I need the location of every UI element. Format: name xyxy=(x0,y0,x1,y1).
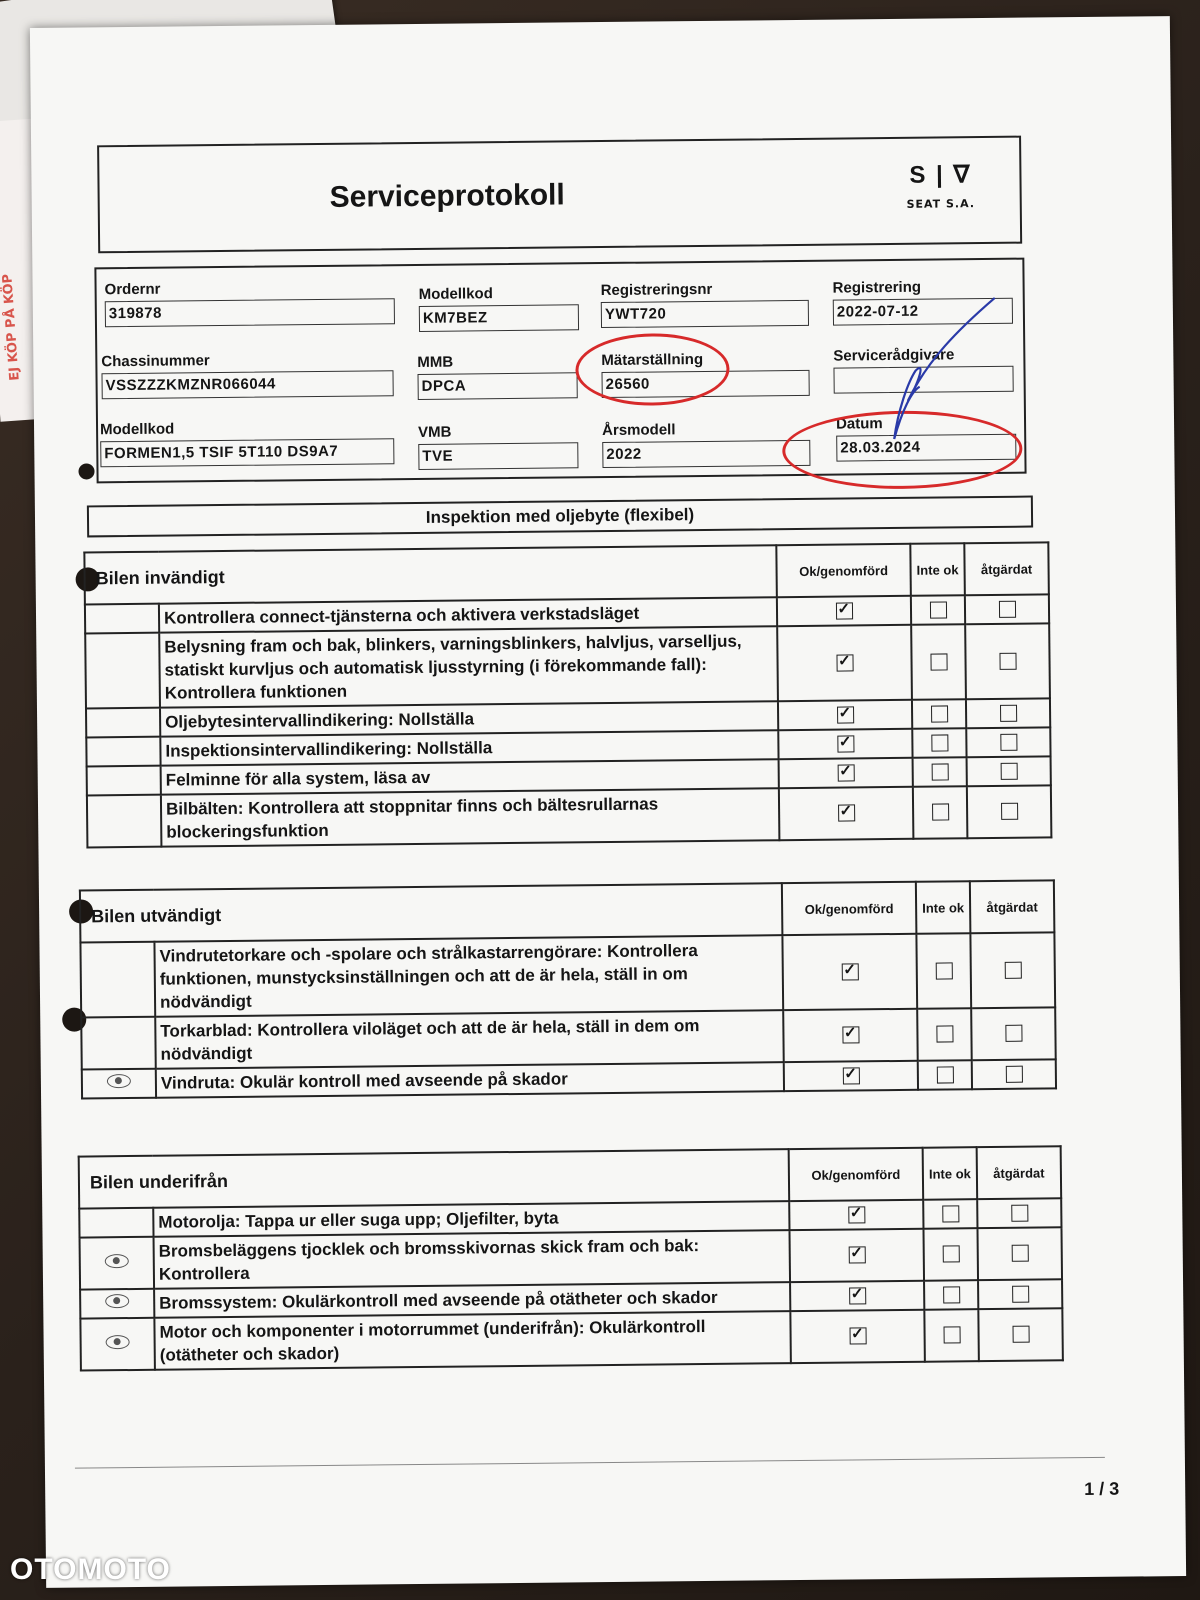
inte-ok-checkbox[interactable] xyxy=(936,1066,953,1083)
ok-checkbox[interactable] xyxy=(837,706,854,723)
row-icon-cell xyxy=(85,604,159,634)
row-icon-cell xyxy=(87,766,161,796)
section-title: Bilen utvändigt xyxy=(80,883,783,942)
eye-icon xyxy=(107,1074,131,1088)
inte-ok-cell xyxy=(923,1228,978,1281)
ok-cell xyxy=(778,729,912,759)
inte-ok-checkbox[interactable] xyxy=(931,734,948,751)
inte-ok-cell xyxy=(923,1199,977,1229)
inte-ok-checkbox[interactable] xyxy=(931,705,948,722)
checklist-item-text: Motorolja: Tappa ur eller suga upp; Oljefilter, byta xyxy=(153,1201,789,1237)
atgardat-cell xyxy=(978,1279,1062,1309)
checklist-item-text: Bilbälten: Kontrollera att stoppnitar finns och bältesrullarnas blockeringsfunktion xyxy=(161,788,780,846)
atgardat-cell xyxy=(966,727,1050,757)
inte-ok-cell xyxy=(924,1280,978,1310)
atgardat-checkbox[interactable] xyxy=(1005,1025,1022,1042)
checklist-item-text: Inspektionsintervallindikering: Nollställa xyxy=(160,730,778,765)
checklist-item-text: Bromssystem: Okulärkontroll med avseende på otätheter och skador xyxy=(154,1282,790,1318)
column-ok: Ok/genomförd xyxy=(776,544,911,597)
inte-ok-cell xyxy=(912,699,966,729)
seat-logo xyxy=(895,160,986,211)
checklist-item-text: Vindrutetorkare och -spolare och strålkastarrengörare: Kontrollera funktionen, munstycksinställningen och att de är hela, ställ in om nödvändigt xyxy=(154,935,783,1017)
inte-ok-checkbox[interactable] xyxy=(929,601,946,618)
inte-ok-cell xyxy=(913,786,968,839)
row-icon-cell xyxy=(86,708,160,738)
inte-ok-checkbox[interactable] xyxy=(943,1286,960,1303)
atgardat-checkbox[interactable] xyxy=(1004,961,1021,978)
section-table xyxy=(78,1145,1064,1371)
checklist-row xyxy=(80,1308,1062,1370)
column-inte-ok: Inte ok xyxy=(910,543,965,596)
section-title: Bilen invändigt xyxy=(84,545,777,604)
checklist-item-text: Kontrollera connect-tjänsterna och aktivera verkstadsläget xyxy=(159,597,777,632)
column-inte-ok: Inte ok xyxy=(916,881,971,934)
column-atgardat: åtgärdat xyxy=(970,880,1055,933)
checklist-item-text: Belysning fram och bak, blinkers, varningsblinkers, halvljus, varselljus, statiskt kurvljus och automatisk ljusstyrning (i förekommande fall): Kontrollera funktionen xyxy=(159,626,778,707)
inte-ok-cell xyxy=(912,728,966,758)
ok-checkbox[interactable] xyxy=(849,1328,866,1345)
ok-checkbox[interactable] xyxy=(849,1287,866,1304)
atgardat-cell xyxy=(977,1227,1062,1280)
atgardat-cell xyxy=(967,756,1051,786)
document-page xyxy=(30,16,1186,1588)
ok-checkbox[interactable] xyxy=(836,654,853,671)
ok-checkbox[interactable] xyxy=(841,963,858,980)
ok-cell xyxy=(789,1200,923,1230)
field-ordernr: Ordernr 319878 xyxy=(105,278,395,327)
field-serviceradgivare: Servicerådgivare xyxy=(833,346,1013,394)
atgardat-checkbox[interactable] xyxy=(1011,1204,1028,1221)
ok-cell xyxy=(779,758,913,788)
field-chassinummer: Chassinummer VSSZZZKMZNR066044 xyxy=(101,350,393,399)
checklist-item-text: Vindruta: Okulär kontroll med avseende på skador xyxy=(156,1062,784,1098)
page-title: Serviceprotokoll xyxy=(329,178,565,214)
brand-name: SEAT S.A. xyxy=(906,197,976,211)
ok-cell xyxy=(777,625,912,701)
eye-icon xyxy=(106,1335,130,1349)
ok-cell xyxy=(782,934,917,1010)
inte-ok-cell xyxy=(916,933,971,1009)
section-table xyxy=(79,879,1057,1099)
atgardat-checkbox[interactable] xyxy=(1001,803,1018,820)
ok-cell xyxy=(790,1281,924,1311)
ok-checkbox[interactable] xyxy=(848,1206,865,1223)
sticker-text: EJ KÖP PÅ KÖP xyxy=(0,273,23,382)
field-mmb: MMB DPCA xyxy=(417,352,577,400)
checklist-row xyxy=(80,932,1055,1017)
atgardat-cell xyxy=(971,1007,1056,1060)
field-vmb: VMB TVE xyxy=(418,422,578,470)
row-icon-cell xyxy=(80,1237,155,1290)
signature xyxy=(867,290,1009,441)
inte-ok-cell xyxy=(917,1008,972,1061)
atgardat-cell xyxy=(965,623,1050,699)
inte-ok-checkbox[interactable] xyxy=(936,1026,953,1043)
atgardat-checkbox[interactable] xyxy=(1000,704,1017,721)
checklist-item-text: Torkarblad: Kontrollera viloläget och att de är hela, ställ in dem om nödvändigt xyxy=(155,1010,784,1069)
row-icon-cell xyxy=(82,1069,156,1099)
watermark-logo: OTOMOTO xyxy=(10,1553,171,1586)
column-inte-ok: Inte ok xyxy=(923,1147,978,1200)
atgardat-checkbox[interactable] xyxy=(999,652,1016,669)
checklist-item-text: Oljebytesintervallindikering: Nollställa xyxy=(160,701,778,736)
ok-cell xyxy=(777,596,911,626)
checklist-row xyxy=(87,785,1051,847)
column-atgardat: åtgärdat xyxy=(964,542,1049,595)
checklist-item-text: Motor och komponenter i motorrummet (underifrån): Okulärkontroll (otätheter och skador) xyxy=(154,1311,791,1370)
inte-ok-checkbox[interactable] xyxy=(943,1327,960,1344)
ok-cell xyxy=(790,1310,925,1363)
atgardat-cell xyxy=(972,1059,1056,1089)
inte-ok-checkbox[interactable] xyxy=(930,653,947,670)
inte-ok-checkbox[interactable] xyxy=(942,1246,959,1263)
ok-cell xyxy=(779,787,914,840)
row-icon-cell xyxy=(86,737,160,767)
checklist-item-text: Bromsbeläggens tjocklek och bromsskivornas skick fram och bak: Kontrollera xyxy=(154,1230,791,1289)
ok-checkbox[interactable] xyxy=(838,805,855,822)
field-arsmodell: Årsmodell 2022 xyxy=(602,420,810,468)
eye-icon xyxy=(105,1254,129,1268)
inte-ok-checkbox[interactable] xyxy=(931,763,948,780)
column-atgardat: åtgärdat xyxy=(977,1146,1062,1199)
atgardat-cell xyxy=(966,698,1050,728)
atgardat-checkbox[interactable] xyxy=(1000,762,1017,779)
atgardat-checkbox[interactable] xyxy=(1000,733,1017,750)
inspection-title: Inspektion med oljebyte (flexibel) xyxy=(87,496,1033,538)
header-box xyxy=(97,136,1022,254)
ok-cell xyxy=(789,1229,924,1282)
ok-cell xyxy=(784,1061,918,1091)
row-icon-cell xyxy=(80,942,155,1018)
inte-ok-cell xyxy=(911,624,966,700)
punch-hole xyxy=(78,463,94,479)
ok-checkbox[interactable] xyxy=(842,1027,859,1044)
atgardat-checkbox[interactable] xyxy=(1012,1285,1029,1302)
field-datum: Datum 28.03.2024 xyxy=(836,414,1016,462)
inte-ok-cell xyxy=(911,595,965,625)
row-icon-cell xyxy=(80,1289,154,1319)
row-icon-cell xyxy=(80,1318,155,1371)
inte-ok-checkbox[interactable] xyxy=(935,962,952,979)
atgardat-cell xyxy=(970,932,1055,1008)
atgardat-cell xyxy=(977,1198,1061,1228)
atgardat-cell xyxy=(967,785,1052,838)
column-ok: Ok/genomförd xyxy=(789,1148,924,1201)
atgardat-checkbox[interactable] xyxy=(1005,1065,1022,1082)
field-modellkod-top: Modellkod KM7BEZ xyxy=(419,284,579,332)
ok-checkbox[interactable] xyxy=(835,602,852,619)
inte-ok-checkbox[interactable] xyxy=(932,804,949,821)
inte-ok-cell xyxy=(924,1309,979,1362)
page-number: 1 / 3 xyxy=(1084,1478,1120,1500)
atgardat-checkbox[interactable] xyxy=(1011,1245,1028,1262)
section-title: Bilen underifrån xyxy=(79,1149,790,1208)
footer-divider xyxy=(75,1457,1105,1469)
inte-ok-cell xyxy=(913,757,967,787)
atgardat-cell xyxy=(965,594,1049,624)
inte-ok-checkbox[interactable] xyxy=(942,1205,959,1222)
ok-checkbox[interactable] xyxy=(837,735,854,752)
ok-checkbox[interactable] xyxy=(848,1247,865,1264)
vehicle-info-box xyxy=(94,258,1026,484)
field-registrering: Registrering 2022-07-12 xyxy=(833,278,1013,326)
ok-checkbox[interactable] xyxy=(842,1067,859,1084)
seat-logo-icon: S | ∇ xyxy=(909,161,972,189)
eye-icon xyxy=(105,1294,129,1308)
field-matarstallning: Mätarställning 26560 xyxy=(601,350,809,398)
section-table xyxy=(83,541,1052,848)
atgardat-cell xyxy=(978,1308,1063,1361)
row-icon-cell xyxy=(81,1017,156,1070)
inte-ok-cell xyxy=(918,1060,972,1090)
ok-checkbox[interactable] xyxy=(837,764,854,781)
row-icon-cell xyxy=(87,795,162,848)
field-modellkod-bottom: Modellkod FORMEN1,5 TSIF 5T110 DS9A7 xyxy=(100,418,394,467)
field-registreringsnr: Registreringsnr YWT720 xyxy=(601,280,809,328)
atgardat-checkbox[interactable] xyxy=(1012,1326,1029,1343)
row-icon-cell xyxy=(85,633,160,709)
checklist-item-text: Felminne för alla system, läsa av xyxy=(161,759,779,794)
column-ok: Ok/genomförd xyxy=(782,882,917,935)
checklist-row xyxy=(85,623,1050,708)
ok-cell xyxy=(778,700,912,730)
row-icon-cell xyxy=(79,1208,153,1238)
atgardat-checkbox[interactable] xyxy=(998,600,1015,617)
ok-cell xyxy=(783,1009,918,1062)
